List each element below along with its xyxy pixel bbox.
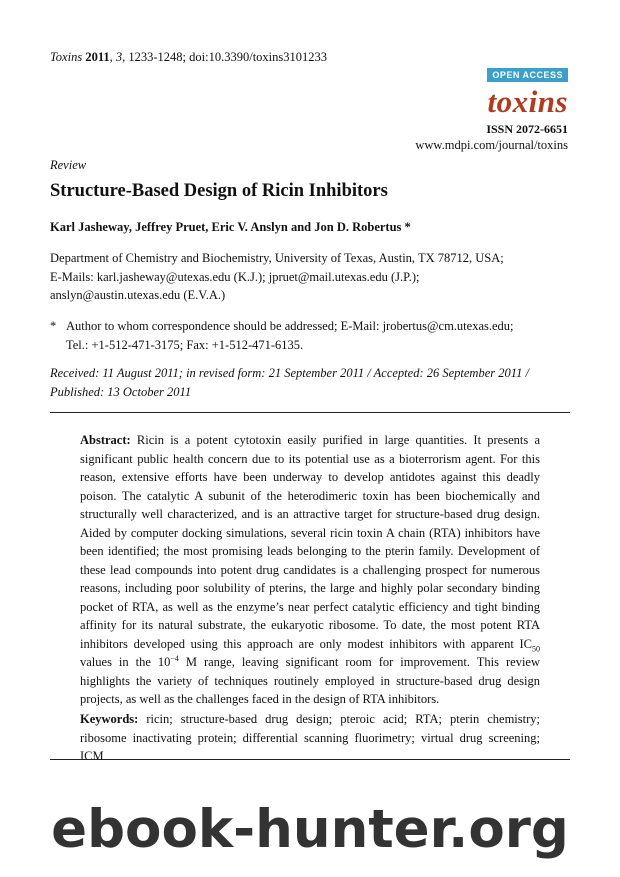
- author-list: Karl Jasheway, Jeffrey Pruet, Eric V. Anslyn and Jon D. Robertus *: [50, 220, 411, 234]
- bottom-divider: [50, 759, 570, 760]
- email-line[interactable]: E-Mails: karl.jasheway@utexas.edu (K.J.); jpruet@mail.utexas.edu (J.P.);: [50, 269, 420, 284]
- open-access-badge: OPEN ACCESS: [487, 68, 568, 82]
- keywords-text: ricin; structure-based drug design; pteroic acid; RTA; pterin chemistry; ribosome inactivating protein; differential scanning fluorimetry; virtual drug screening; ICM: [80, 712, 540, 763]
- correspondence-phone: Tel.: +1-512-471-3175; Fax: +1-512-471-6135.: [66, 337, 304, 352]
- citation-line: Toxins 2011, 3, 1233-1248; doi:10.3390/toxins3101233: [50, 50, 328, 64]
- article-type: Review: [50, 158, 87, 172]
- abstract-text: values in the 10: [80, 655, 171, 669]
- keywords-label: Keywords:: [80, 712, 139, 726]
- exponent-superscript: −4: [170, 653, 179, 663]
- correspondence-email[interactable]: Author to whom correspondence should be addressed; E-Mail: jrobertus@cm.utexas.edu;: [66, 319, 514, 333]
- watermark: ebook-hunter.org: [51, 799, 569, 860]
- abstract-text: M range, leaving significant room for improvement. This review highlights the variety of techniques routinely employed in structure-based drug design projects, as well as the challenges faced in the design of RTA inhibitors.: [80, 655, 540, 706]
- email-line[interactable]: anslyn@austin.utexas.edu (E.V.A.): [50, 288, 226, 302]
- abstract-text: Ricin is a potent cytotoxin easily purified in large quantities. It presents a significant public health concern due to its potential use as a bioterrorism agent. For this reason, extensive efforts have been underway to develop antidotes against this deadly poison. The catalytic A subunit of the heterodimeric toxin has been biochemically and structurally well characterized, and is an attractive target for structure-based drug design. Aided by computer docking simulations, several ricin toxin A chain (RTA) inhibitors have been identified; the most promising leads belonging to the pterin family. Development of these lead compounds into potent drug candidates is a challenging prospect for numerous reasons, including poor solubility of pterins, the large and highly polar secondary binding pocket of RTA, as well as the enzyme’s near perfect catalytic efficiency and tight binding affinity for its natural substrate, the eukaryotic ribosome. To date, the most potent RTA inhibitors developed using this approach are only modest inhibitors with apparent IC: [80, 433, 540, 651]
- publication-dates: [50, 364, 570, 401]
- correspondence-star: *: [50, 319, 57, 333]
- top-divider: [50, 412, 570, 413]
- abstract: [80, 431, 540, 709]
- journal-logo: toxins: [487, 84, 568, 119]
- abstract-label: Abstract:: [80, 433, 131, 447]
- dates-line: Published: 13 October 2011: [50, 384, 192, 399]
- affiliation: [50, 249, 570, 305]
- citation-year: 2011: [85, 50, 110, 64]
- keywords: [80, 710, 540, 766]
- issn: ISSN 2072-6651: [486, 122, 568, 136]
- correspondence: [50, 317, 514, 354]
- journal-url[interactable]: www.mdpi.com/journal/toxins: [415, 138, 568, 152]
- citation-rest: , 1233-1248; doi:10.3390/toxins3101233: [122, 50, 328, 64]
- ic50-subscript: 50: [532, 644, 540, 653]
- citation-journal: Toxins: [50, 50, 83, 64]
- affiliation-line: Department of Chemistry and Biochemistry, University of Texas, Austin, TX 78712, USA;: [50, 251, 504, 265]
- article-title: Structure-Based Design of Ricin Inhibitors: [50, 181, 388, 201]
- citation-volume: 3: [115, 50, 123, 64]
- dates-line: Received: 11 August 2011; in revised form: 21 September 2011 / Accepted: 26 September 2011 /: [50, 366, 529, 380]
